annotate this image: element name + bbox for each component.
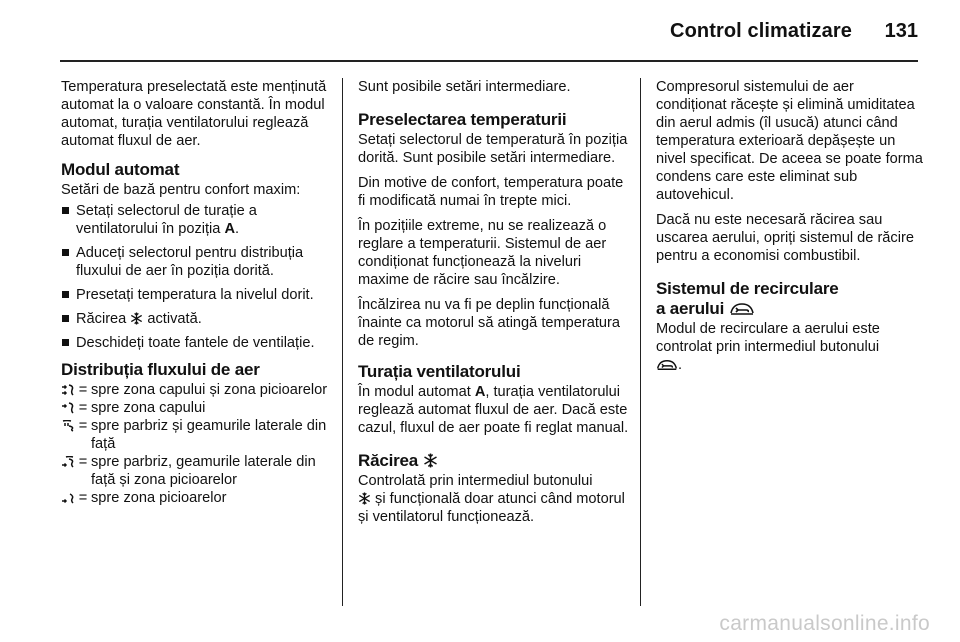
air-head-feet-icon: [61, 384, 75, 396]
air-head-icon: [61, 402, 75, 414]
list-item: Setați selectorul de turație a ventilatorului în poziția A.: [61, 202, 333, 238]
list-item: Deschideți toate fantele de ventilație.: [61, 334, 333, 352]
bullet-square: [62, 291, 69, 298]
preselect-paragraph: Din motive de confort, temperatura poate fi modificată numai în trepte mici.: [358, 175, 624, 209]
column-3: [656, 78, 928, 381]
air-windscreen-icon: [61, 420, 75, 432]
auto-mode-heading: Modul automat: [61, 160, 180, 179]
snowflake-icon: [358, 492, 371, 505]
header-divider: [60, 60, 918, 62]
column-divider-2: [640, 78, 641, 606]
intro-paragraph: Temperatura preselectată este menținută automat la o valoare constantă. În modul automat, turația ventilatorului reglează automat fluxul de aer.: [61, 79, 327, 149]
fan-speed-paragraph: În modul automat A, turația ventilatorului reglează automat fluxul de aer. Dacă este cazul, fluxul de aer poate fi reglat manual.: [358, 384, 629, 436]
preselect-paragraph: Încălzirea nu va fi pe deplin funcțională înainte ca motorul să atingă temperatura de regim.: [358, 297, 621, 349]
bullet-square: [62, 207, 69, 214]
list-item: Răcirea activată.: [61, 310, 333, 328]
fan-speed-heading: Turația ventilatorului: [358, 362, 521, 381]
recirculation-paragraph: Modul de recirculare a aerului este controlat prin intermediul butonului .: [656, 321, 880, 373]
snowflake-icon: [130, 312, 143, 325]
snowflake-icon: [423, 453, 438, 468]
list-item: Presetați temperatura la nivelul dorit.: [61, 286, 333, 304]
preselect-temperature-heading: Preselectarea temperaturii: [358, 110, 567, 129]
recirculation-heading: Sistemul de recirculare a aerului: [656, 279, 839, 318]
air-windscreen-feet-icon: [61, 456, 75, 468]
bullet-square: [62, 339, 69, 346]
list-item: = spre zona capului: [61, 399, 333, 417]
intermediate-note: Sunt posibile setări intermediare.: [358, 79, 571, 95]
page-title: Control climatizare: [670, 20, 852, 42]
air-recirculation-icon: [729, 302, 755, 316]
cooling-heading: Răcirea: [358, 451, 630, 471]
list-item: = spre parbriz și geamurile laterale din față: [61, 417, 333, 453]
auto-mode-list: [61, 202, 333, 352]
list-item: = spre zona picioarelor: [61, 489, 333, 507]
air-distribution-list: [61, 381, 333, 507]
preselect-paragraph: În pozițiile extreme, nu se realizează o reglare a temperaturii. Sistemul de aer condiționat funcționează la niveluri maxime de răcire sau încălzire.: [358, 218, 607, 288]
auto-mode-lead: Setări de bază pentru confort maxim:: [61, 182, 301, 198]
preselect-paragraph: Setați selectorul de temperatură în poziția dorită. Sunt posibile setări intermediare.: [358, 132, 628, 166]
column-2: [358, 78, 630, 533]
list-item: = spre zona capului și zona picioarelor: [61, 381, 333, 399]
column-1: [61, 78, 333, 507]
bullet-square: [62, 315, 69, 322]
page-header: [0, 0, 960, 60]
air-distribution-heading: Distribuția fluxului de aer: [61, 360, 260, 379]
compressor-paragraph: Compresorul sistemului de aer condiționat răcește și elimină umiditatea din aerul admis (îl usucă) atunci când temperatura exterioară depășește un nivel specificat. De aceea se poate forma condens care este eliminat sub autovehicul.: [656, 79, 923, 203]
list-item: Aduceți selectorul pentru distribuția fluxului de aer în poziția dorită.: [61, 244, 333, 280]
air-feet-icon: [61, 492, 75, 504]
air-recirculation-icon: [656, 359, 678, 371]
cooling-off-paragraph: Dacă nu este necesară răcirea sau uscarea aerului, opriți sistemul de răcire pentru a economisi combustibil.: [656, 212, 914, 264]
column-divider-1: [342, 78, 343, 606]
watermark: carmanualsonline.info: [719, 612, 930, 635]
page-number: 131: [884, 20, 918, 42]
list-item: = spre parbriz, geamurile laterale din față și zona picioarelor: [61, 453, 333, 489]
bullet-square: [62, 249, 69, 256]
cooling-paragraph: Controlată prin intermediul butonului și funcțională doar atunci când motorul și ventilatorul funcționează.: [358, 473, 625, 525]
